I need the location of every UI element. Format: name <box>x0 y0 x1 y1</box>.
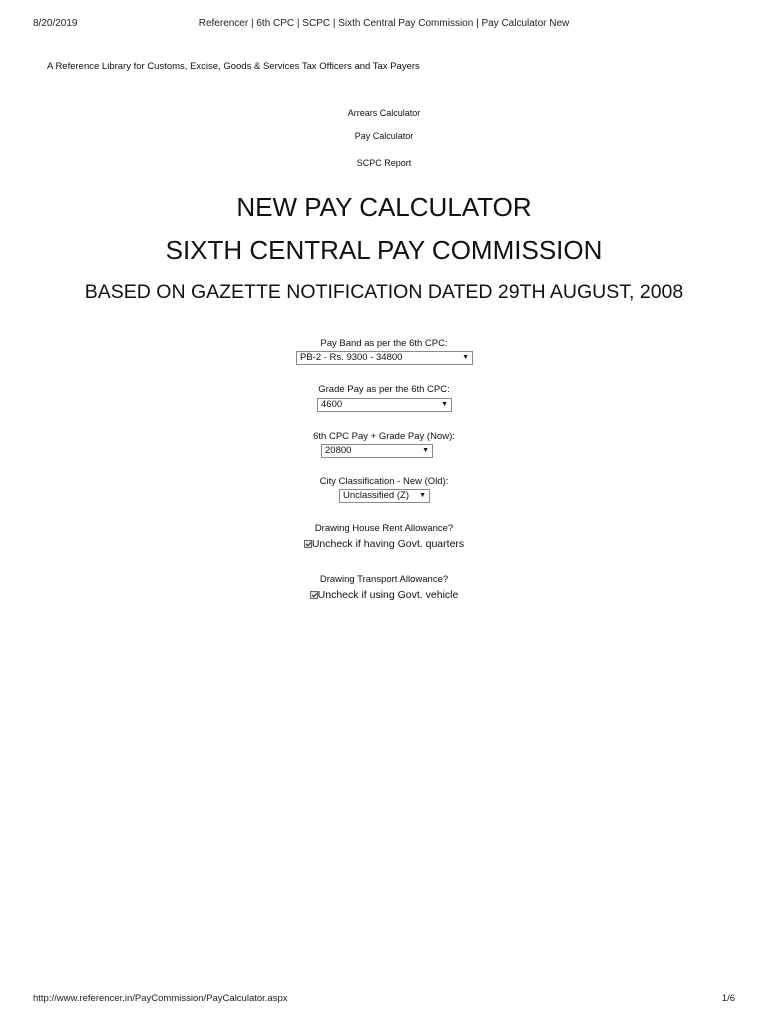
print-page-title: Referencer | 6th CPC | SCPC | Sixth Central Pay Commission | Pay Calculator New <box>198 18 570 29</box>
transport-checkbox-text: Uncheck if using Govt. vehicle <box>317 589 459 601</box>
pay-band-select[interactable] <box>296 351 473 365</box>
print-footer-url: http://www.referencer.in/PayCommission/PayCalculator.aspx <box>33 993 288 1004</box>
hra-checkbox-row <box>0 538 768 550</box>
page-title: NEW PAY CALCULATOR <box>236 192 532 222</box>
site-tagline: A Reference Library for Customs, Excise, Goods & Services Tax Officers and Tax Payers <box>47 61 420 72</box>
current-pay-value: 20800 <box>325 445 352 456</box>
grade-pay-select[interactable] <box>317 398 452 412</box>
transport-checkbox[interactable] <box>310 591 318 599</box>
pay-band-label: Pay Band as per the 6th CPC: <box>320 338 448 349</box>
notification-heading: BASED ON GAZETTE NOTIFICATION DATED 29TH AUGUST, 2008 <box>84 281 684 303</box>
nav-link-pay-calculator[interactable]: Pay Calculator <box>354 131 414 141</box>
pay-band-value: PB-2 - Rs. 9300 - 34800 <box>300 352 403 363</box>
grade-pay-label: Grade Pay as per the 6th CPC: <box>318 384 450 395</box>
print-page-number: 1/6 <box>721 993 735 1004</box>
print-date: 8/20/2019 <box>33 18 78 29</box>
dropdown-arrow-icon: ▼ <box>422 447 429 454</box>
nav-link-scpc-report[interactable]: SCPC Report <box>356 158 412 168</box>
hra-checkbox-text: Uncheck if having Govt. quarters <box>311 538 465 550</box>
page-subtitle: SIXTH CENTRAL PAY COMMISSION <box>165 235 603 265</box>
dropdown-arrow-icon: ▼ <box>462 354 469 361</box>
city-classification-select[interactable] <box>339 489 430 503</box>
dropdown-arrow-icon: ▼ <box>441 401 448 408</box>
transport-question-label: Drawing Transport Allowance? <box>319 574 449 585</box>
transport-checkbox-row <box>0 589 768 601</box>
city-classification-label: City Classification - New (Old): <box>319 476 449 487</box>
city-classification-value: Unclassified (Z) <box>343 490 409 501</box>
dropdown-arrow-icon: ▼ <box>419 492 426 499</box>
current-pay-label: 6th CPC Pay + Grade Pay (Now): <box>313 431 455 442</box>
grade-pay-value: 4600 <box>321 399 343 410</box>
hra-question-label: Drawing House Rent Allowance? <box>314 523 454 534</box>
current-pay-select[interactable] <box>321 444 433 458</box>
nav-link-arrears-calculator[interactable]: Arrears Calculator <box>347 108 421 118</box>
hra-checkbox[interactable] <box>304 540 312 548</box>
